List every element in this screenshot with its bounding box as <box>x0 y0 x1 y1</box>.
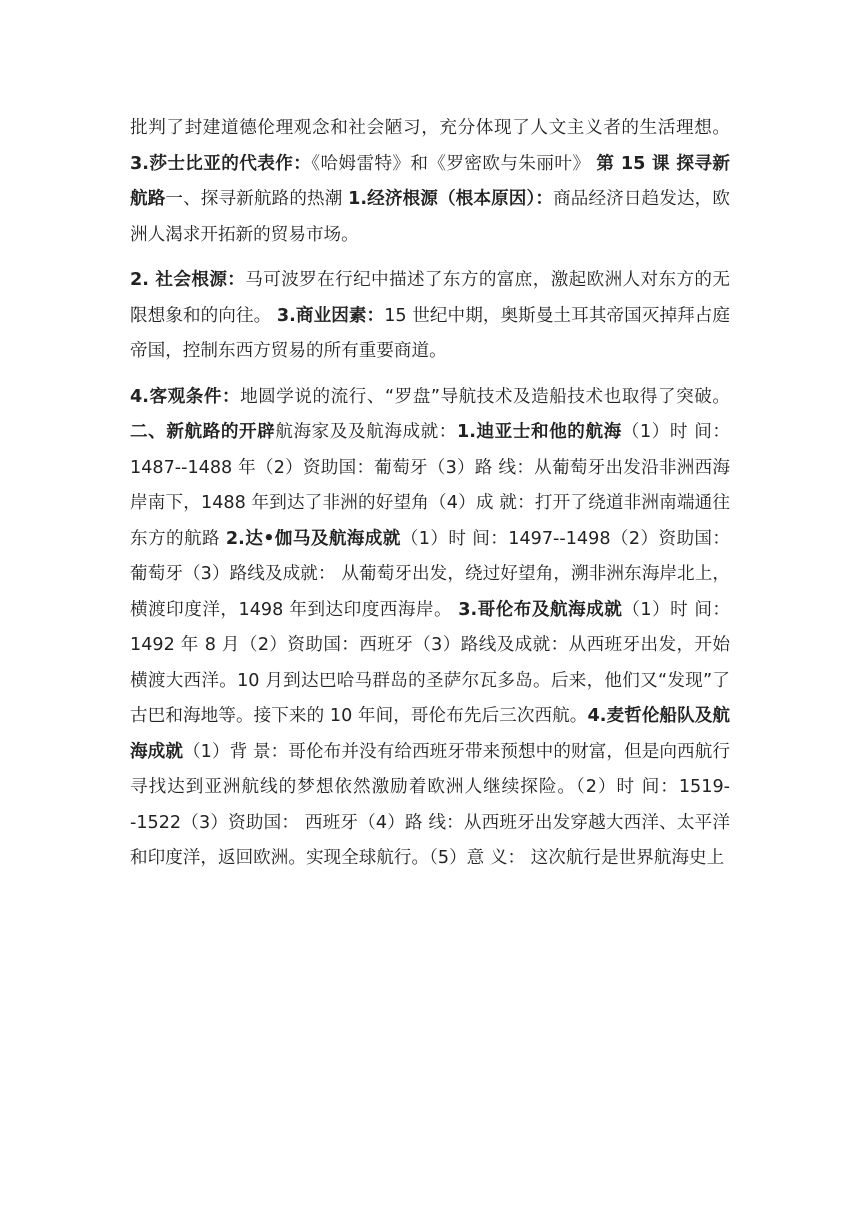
text-run: 《哈姆雷特》和《罗密欧与朱丽叶》 <box>311 153 597 174</box>
heading-run: 3.商业因素： <box>276 305 385 326</box>
heading-run: 2.达•伽马及航海成就 <box>225 528 401 549</box>
text-run: 一、探寻新航路的热潮 <box>165 189 349 209</box>
heading-run: 3.哥伦布及航海成就 <box>458 599 623 620</box>
text-run: 地圆学说的流行、“罗盘”导航技术及造船技术也取得了突破。 <box>240 386 730 407</box>
text-run: （1）时 间：1497--1498（2）资助国：葡萄牙（3）路线及成就： 从葡萄牙出发，绕过好望角，溯非洲东海岸北上，横渡印度洋，1498 年到达印度西海岸。 <box>130 528 731 620</box>
paragraph <box>130 111 730 253</box>
text-run: 航海家及及航海成就： <box>275 422 457 442</box>
text-run: 批判了封建道德伦理观念和社会陋习，充分体现了人文主义者的生活理想。 <box>130 118 730 138</box>
lesson-title: 第 15 课 探寻新航路 <box>130 153 730 209</box>
heading-run: 4.客观条件： <box>130 386 241 407</box>
text-run: （1）背 景：哥伦布并没有给西班牙带来预想中的财富，但是向西航行寻找达到亚洲航线的梦想依然激励着欧洲人继续探险。（2）时 间：1519--1522（3）资助国： 西班牙（4）路 线：从西班牙出发穿越大西洋、太平洋和印度洋，返回欧洲。实现全球航行。（5）意 义： 这次航行是世界航海史上 <box>130 741 730 868</box>
heading-run: 4.麦哲伦船队及航海成就 <box>130 706 730 762</box>
text-run: （1）时 间：1492 年 8 月（2）资助国：西班牙（3）路线及成就：从西班牙出发，开始横渡大西洋。10 月到达巴哈马群岛的圣萨尔瓦多岛。后来，他们又“发现”了古巴和海地等。接下来的 10 年间，哥伦布先后三次西航。 <box>130 599 730 726</box>
heading-run: 1.迪亚士和他的航海 <box>456 422 622 442</box>
text-run: 马可波罗在行纪中描述了东方的富庶，激起欧洲人对东方的无限想象和的向往。 <box>130 270 730 326</box>
text-run: 商品经济日趋发达，欧洲人渴求开拓新的贸易市场。 <box>130 189 730 245</box>
paragraph <box>130 263 730 370</box>
document-body <box>130 111 730 887</box>
heading-run: 1.经济根源（根本原因）： <box>348 189 554 209</box>
text-run: 15 世纪中期，奥斯曼土耳其帝国灭掉拜占庭帝国，控制东西方贸易的所有重要商道。 <box>130 305 731 361</box>
heading-run: 2. 社会根源： <box>130 270 246 290</box>
heading-run: 3.莎士比亚的代表作： <box>130 153 312 174</box>
section-heading: 二、新航路的开辟 <box>130 422 276 442</box>
paragraph <box>130 380 730 877</box>
text-run: （1）时 间：1487--1488 年（2）资助国：葡萄牙（3）路 线：从葡萄牙出发沿非洲西海岸南下，1488 年到达了非洲的好望角（4）成 就：打开了绕道非洲南端通往东方的航路 <box>130 422 730 549</box>
